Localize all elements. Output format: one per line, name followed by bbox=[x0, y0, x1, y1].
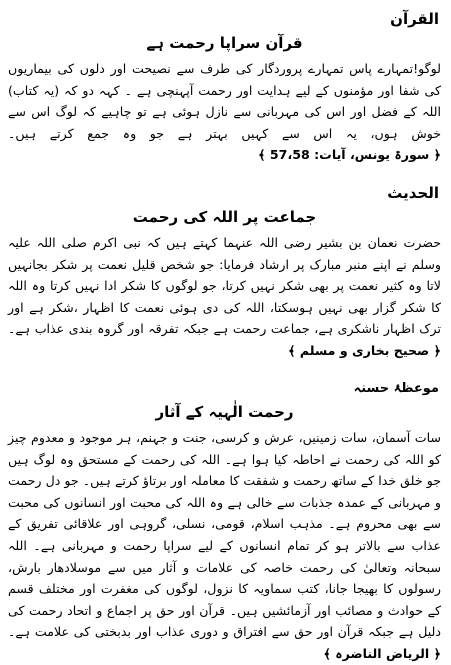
sermon-section-title: موعظۂ حسنہ bbox=[353, 381, 439, 396]
sermon-text bbox=[8, 427, 441, 665]
quran-verse-text: لوگو!تمہارے پاس تمہارے پروردگار کی طرف سے نصیحت اور دلوں کی بیماریوں کی شفا اور مؤمنوں کے لیے ہدایت اور رحمت آپہنچی ہے ۔ کہہ دو کہ (یہ کتاب) اللہ کے فضل اور اس کی مہربانی سے نازل ہوئی ہے تو چاہیے کہ لوگ اس سے خوش ہوں، یہ اس سے کہیں بہتر ہے جو وہ جمع کرتے ہیں۔ bbox=[8, 61, 441, 141]
sermon-section bbox=[8, 379, 441, 665]
hadith-body-text: حضرت نعمان بن بشیر رضی اللہ عنہما کہتے ہیں کہ نبی اکرم صلی اللہ علیہ وسلم نے اپنے منبر مبارک پر ارشاد فرمایا: جو شخص قلیل نعمت پر شکر بجانہیں لاتا وہ کثیر نعمت پر بھی شکر نہیں کرتا، جو لوگوں کا شکر ادا نہیں کرتا وہ اللہ کا شکر گزار بھی نہیں ہوسکتا، اللہ کی دی ہوئی نعمت کا اظہار ،شکر ہے اور ترک اظہار ناشکری ہے، جماعت رحمت ہے جبکہ تفرقہ اور گروہ بندی عذاب ہے۔ bbox=[8, 235, 441, 337]
quran-section-title: القرآن bbox=[390, 10, 439, 28]
hadith-section-title: الحدیث bbox=[387, 184, 439, 202]
hadith-heading: جماعت پر اللہ کی رحمت bbox=[132, 208, 317, 226]
hadith-text bbox=[8, 232, 441, 362]
sermon-reference: ﴿ الریاض الناضرہ ﴾ bbox=[323, 645, 441, 661]
quran-section bbox=[8, 8, 441, 180]
quran-heading: قرآن سراپا رحمت ہے bbox=[146, 34, 303, 52]
quran-reference: ﴿ سورۃ یونس، آیات: 57،58 ﴾ bbox=[258, 147, 441, 163]
sermon-body-text: سات آسمان، سات زمینیں، عرش و کرسی، جنت و جہنم، ہر موجود و معدوم چیز کو اللہ کی رحمت نے احاطہ کیا ہوا ہے۔ اللہ کی رحمت کے مستحق وہ لوگ ہیں جو خلق خدا کے ساتھ رحمت و شفقت کا معاملہ اور برتاؤ کرتے ہیں۔ جو دل رحمت و مہربانی کے عمدہ جذبات سے خالی ہے وہ اللہ کی محبت اور انسانوں کی محبت سے بھی محروم ہے۔ مذہب اسلام، قومی، نسلی، گروہی اور علاقائی تفریق کے عذاب سے بالاتر ہو کر تمام انسانوں کے لیے سراپا رحمت و مہربانی ہے۔ اللہ سبحانہ وتعالیٰ کی رحمت خاصہ کی علامات و آثار میں سے موسلادھار بارش، رسولوں کا بھیجا جانا، کتب سماویہ کا نزول، لوگوں کی مغفرت اور مختلف قسم کے حوادث و مصائب اور آزمائشیں ہیں۔ قرآن اور حق پر اجماع و اتحاد رحمت کی دلیل ہے جبکہ قرآن اور حق سے افتراق و دوری عذاب اور بدبختی کی علامت ہے۔ bbox=[8, 430, 441, 640]
sermon-heading: رحمت الٰہیہ کے آثار bbox=[155, 403, 294, 421]
hadith-reference: ﴿ صحیح بخاری و مسلم ﴾ bbox=[288, 342, 441, 358]
hadith-section bbox=[8, 182, 441, 377]
quran-text bbox=[8, 58, 441, 166]
